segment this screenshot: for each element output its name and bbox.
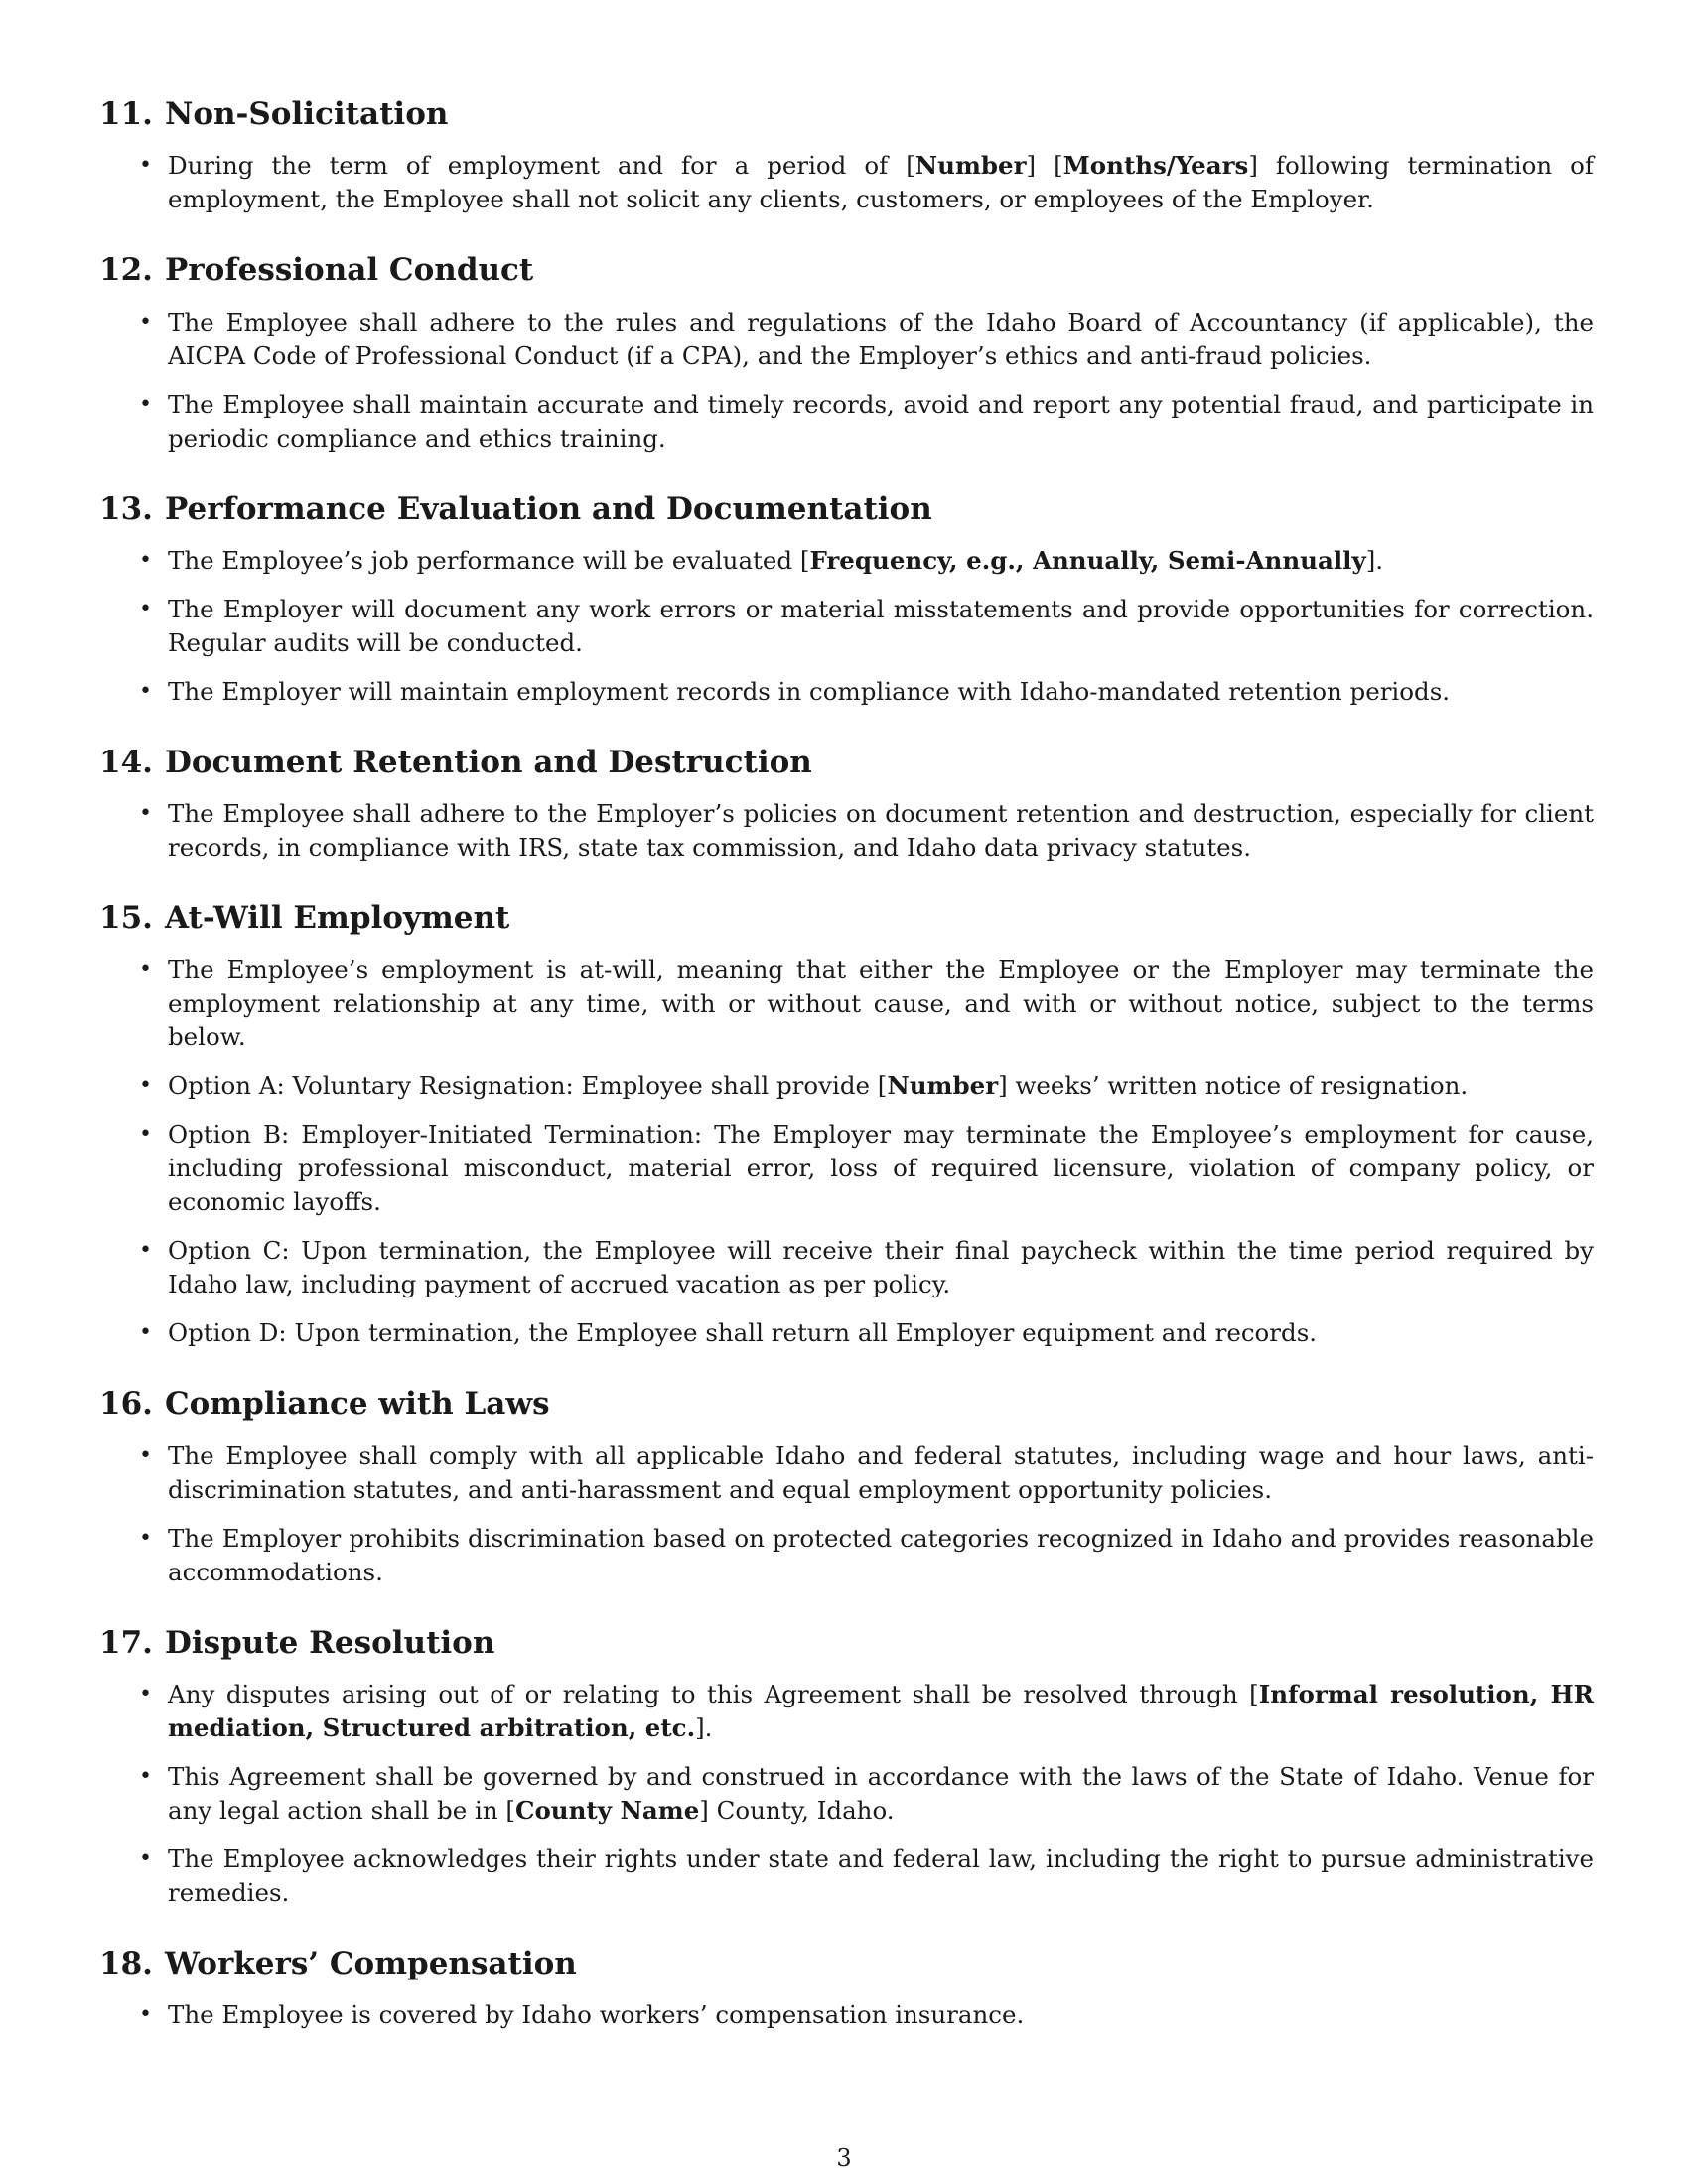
body-text: ] [	[1026, 151, 1063, 181]
bullet-list	[99, 149, 1594, 216]
body-text: The Employee is covered by Idaho workers’ compensation insurance.	[168, 2000, 1025, 2030]
bullet-icon: •	[139, 1238, 152, 1264]
section-number: 15.	[99, 900, 153, 937]
section-heading	[99, 898, 1594, 938]
section-heading	[99, 1944, 1594, 1983]
bullet-icon: •	[139, 1764, 152, 1790]
bullet-list	[99, 1678, 1594, 1910]
bullet-icon: •	[139, 678, 152, 704]
placeholder-text: Number	[914, 151, 1027, 181]
section-number: 12.	[99, 252, 153, 289]
placeholder-text: Number	[887, 1071, 999, 1101]
body-text: The Employee shall adhere to the rules and regulations of the Idaho Board of Accountancy (if applicable), the AICPA Code of Professional Conduct (if a CPA), and the Employer’s ethics and anti-fraud policies.	[168, 307, 1594, 370]
section-number: 13.	[99, 490, 153, 527]
body-text: The Employee acknowledges their rights under state and federal law, including the right to pursue administrative remedies.	[168, 1844, 1594, 1908]
section-number: 18.	[99, 1946, 153, 1982]
section-title: Compliance with Laws	[165, 1386, 550, 1423]
body-text: The Employer will document any work errors or material misstatements and provide opportunities for correction. Regular audits will be conducted.	[168, 594, 1594, 657]
section-title: Dispute Resolution	[165, 1624, 495, 1661]
bullet-icon: •	[139, 1682, 152, 1707]
body-text: The Employer prohibits discrimination based on protected categories recognized in Idaho and provides reasonable accommodations.	[168, 1523, 1594, 1586]
bullet-list	[99, 797, 1594, 865]
section-6	[99, 1384, 1594, 1588]
placeholder-text: Informal resolution, HR mediation, Structured arbitration, etc.	[168, 1680, 1594, 1743]
list-item	[99, 1843, 1594, 1910]
list-item	[99, 388, 1594, 456]
section-8	[99, 1944, 1594, 2032]
section-number: 17.	[99, 1624, 153, 1661]
body-text: ] County, Idaho.	[699, 1796, 895, 1826]
section-heading	[99, 1623, 1594, 1663]
placeholder-text: Months/Years	[1062, 151, 1249, 181]
body-text: The Employee shall adhere to the Employer’s policies on document retention and destruction, especially for client records, in compliance with IRS, state tax commission, and Idaho data privacy statutes.	[168, 799, 1594, 863]
list-item	[99, 1439, 1594, 1507]
section-2	[99, 250, 1594, 455]
bullet-icon: •	[139, 391, 152, 417]
list-item	[99, 1069, 1594, 1103]
body-text: ] weeks’ written notice of resignation.	[998, 1071, 1469, 1101]
body-text: Option C: Upon termination, the Employee will receive their final paycheck within the time period required by Idaho law, including payment of accrued vacation as per policy.	[168, 1236, 1594, 1299]
bullet-icon: •	[139, 309, 152, 335]
bullet-list	[99, 953, 1594, 1350]
body-text: Option D: Upon termination, the Employee shall return all Employer equipment and records.	[168, 1318, 1318, 1348]
bullet-icon: •	[139, 1073, 152, 1099]
bullet-icon: •	[139, 957, 152, 983]
body-text: This Agreement shall be governed by and construed in accordance with the laws of the State of Idaho. Venue for any legal action shall be in [	[168, 1762, 1594, 1826]
section-heading	[99, 250, 1594, 290]
body-text: ].	[1365, 545, 1384, 575]
body-text: The Employee’s employment is at-will, meaning that either the Employee or the Employer may terminate the employment relationship at any time, with or without cause, and with or without notice, subject to the terms below.	[168, 955, 1594, 1052]
list-item	[99, 593, 1594, 660]
section-title: Performance Evaluation and Documentation	[165, 490, 932, 527]
section-title: Document Retention and Destruction	[165, 744, 812, 780]
body-text: ].	[695, 1713, 713, 1743]
bullet-icon: •	[139, 2002, 152, 2028]
body-text: ] following termination of employment, the Employee shall not solicit any clients, customers, or employees of the Employer.	[168, 151, 1594, 214]
section-5	[99, 898, 1594, 1350]
bullet-list	[99, 1439, 1594, 1589]
section-title: At-Will Employment	[165, 900, 510, 937]
section-number: 16.	[99, 1386, 153, 1423]
body-text: The Employer will maintain employment records in compliance with Idaho-mandated retention periods.	[168, 676, 1451, 706]
body-text: The Employee shall comply with all applicable Idaho and federal statutes, including wage and hour laws, anti-discrimination statutes, and anti-harassment and equal employment opportunity policies.	[168, 1440, 1594, 1504]
list-item	[99, 1760, 1594, 1828]
list-item	[99, 1316, 1594, 1350]
section-number: 11.	[99, 96, 153, 132]
bullet-icon: •	[139, 1122, 152, 1148]
body-text: Option A: Voluntary Resignation: Employee shall provide [	[168, 1071, 888, 1101]
list-item	[99, 1678, 1594, 1745]
bullet-icon: •	[139, 1320, 152, 1346]
bullet-list	[99, 1998, 1594, 2032]
bullet-icon: •	[139, 547, 152, 573]
bullet-list	[99, 306, 1594, 456]
list-item	[99, 149, 1594, 216]
section-number: 14.	[99, 744, 153, 780]
placeholder-text: County Name	[514, 1796, 700, 1826]
bullet-icon: •	[139, 1846, 152, 1872]
section-3	[99, 489, 1594, 709]
document-page	[99, 94, 1594, 2066]
list-item	[99, 797, 1594, 865]
body-text: [	[906, 151, 915, 181]
list-item	[99, 544, 1594, 578]
list-item	[99, 953, 1594, 1054]
body-text: Any disputes arising out of or relating to this Agreement shall be resolved through [	[168, 1680, 1259, 1709]
section-7	[99, 1623, 1594, 1910]
placeholder-text: Frequency, e.g., Annually, Semi-Annually	[809, 545, 1366, 575]
bullet-icon: •	[139, 596, 152, 621]
bullet-icon: •	[139, 801, 152, 827]
body-text: Option B: Employer-Initiated Termination: The Employer may terminate the Employee’s employment for cause, including professional misconduct, material error, loss of required licensure, violation of company policy, or economic layoffs.	[168, 1120, 1594, 1217]
section-4	[99, 743, 1594, 865]
body-text: The Employee’s job performance will be evaluated [	[168, 545, 810, 575]
body-text: During the term of employment and for a period of	[168, 151, 907, 181]
section-heading	[99, 1384, 1594, 1424]
list-item	[99, 306, 1594, 373]
list-item	[99, 1234, 1594, 1301]
section-title: Non-Solicitation	[165, 96, 449, 132]
section-title: Workers’ Compensation	[165, 1946, 577, 1982]
section-heading	[99, 743, 1594, 782]
section-heading	[99, 94, 1594, 134]
body-text: The Employee shall maintain accurate and timely records, avoid and report any potential fraud, and participate in periodic compliance and ethics training.	[168, 389, 1594, 453]
bullet-icon: •	[139, 1442, 152, 1468]
list-item	[99, 1522, 1594, 1589]
section-heading	[99, 489, 1594, 529]
list-item	[99, 1118, 1594, 1219]
page-number: 3	[836, 2144, 852, 2172]
list-item	[99, 675, 1594, 709]
bullet-icon: •	[139, 153, 152, 179]
bullet-list	[99, 544, 1594, 709]
bullet-icon: •	[139, 1525, 152, 1551]
list-item	[99, 1998, 1594, 2032]
section-1	[99, 94, 1594, 216]
section-title: Professional Conduct	[165, 252, 534, 289]
